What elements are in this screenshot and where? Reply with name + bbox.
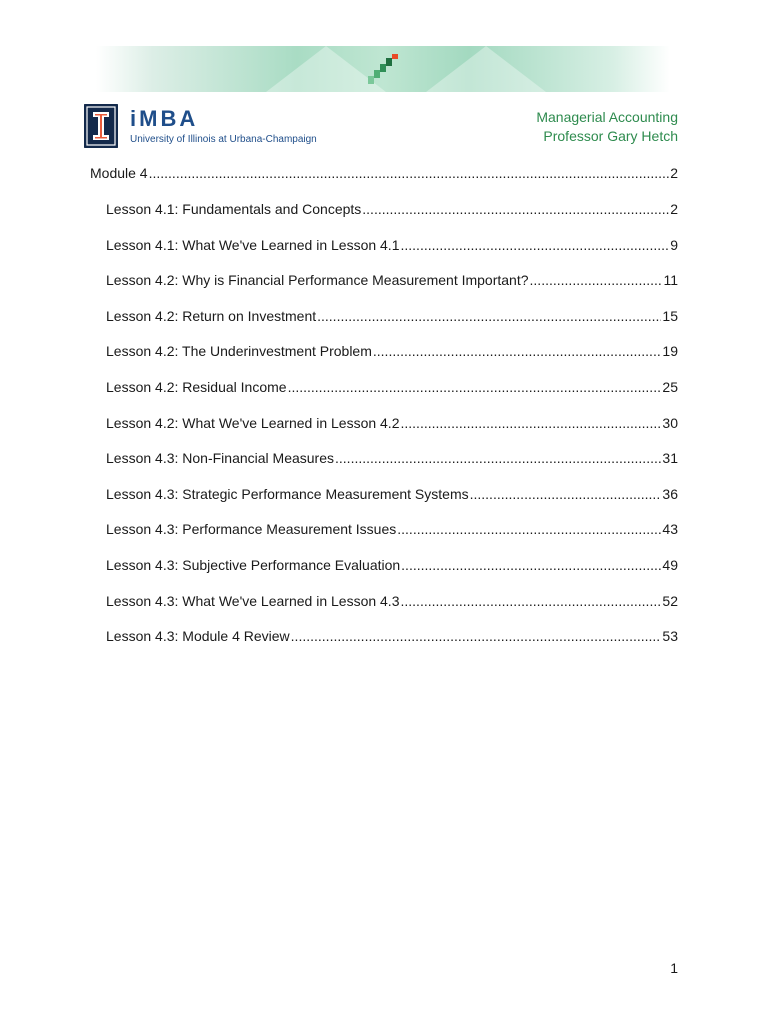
toc-entry-lesson[interactable] <box>106 448 678 468</box>
toc-leader-dots <box>401 591 662 611</box>
toc-leader-dots <box>373 341 662 361</box>
toc-entry-label: Lesson 4.3: What We've Learned in Lesson 4.3 <box>106 592 400 609</box>
toc-entry-label: Lesson 4.3: Performance Measurement Issues <box>106 521 397 538</box>
toc-leader-dots <box>335 448 661 468</box>
toc-entry-label: Lesson 4.3: Module 4 Review <box>106 628 290 645</box>
toc-entry-label: Lesson 4.2: Residual Income <box>106 378 287 395</box>
toc-leader-dots <box>530 270 663 290</box>
toc-entry-label: Lesson 4.2: Return on Investment <box>106 307 317 324</box>
toc-entry-lesson[interactable] <box>106 484 678 504</box>
toc-leader-dots <box>317 306 661 326</box>
toc-entry-label: Lesson 4.2: The Underinvestment Problem <box>106 343 372 360</box>
table-of-contents <box>90 163 678 662</box>
toc-entry-lesson[interactable] <box>106 235 678 255</box>
toc-entry-label: Lesson 4.3: Non-Financial Measures <box>106 450 335 467</box>
toc-entry-page: 36 <box>662 485 678 502</box>
toc-entry-label: Lesson 4.3: Strategic Performance Measurement Systems <box>106 485 469 502</box>
toc-entry-module[interactable] <box>90 163 678 183</box>
course-info <box>536 108 678 146</box>
toc-leader-dots <box>401 235 670 255</box>
toc-entry-lesson[interactable] <box>106 519 678 539</box>
course-name: Managerial Accounting <box>536 109 678 125</box>
toc-entry-label: Lesson 4.2: Why is Financial Performance Measurement Important? <box>106 272 529 289</box>
toc-entry-page: 2 <box>670 165 678 181</box>
toc-entry-page: 15 <box>662 307 678 324</box>
banner-facet <box>426 46 546 92</box>
toc-leader-dots <box>401 413 662 433</box>
toc-leader-dots <box>291 626 662 646</box>
toc-entry-label: Lesson 4.1: Fundamentals and Concepts <box>106 201 362 217</box>
toc-entry-lesson[interactable] <box>106 555 678 575</box>
header-banner <box>96 46 670 92</box>
imba-logo <box>84 104 344 150</box>
toc-leader-dots <box>401 555 661 575</box>
toc-entry-page: 11 <box>663 272 678 289</box>
toc-entry-page: 43 <box>662 521 678 538</box>
toc-entry-page: 49 <box>662 556 678 573</box>
page-number: 1 <box>670 960 678 976</box>
toc-entry-lesson[interactable] <box>106 626 678 646</box>
toc-entry-lesson[interactable] <box>106 413 678 433</box>
logo-title: iMBA <box>130 106 199 131</box>
toc-entry-lesson[interactable] <box>106 591 678 611</box>
toc-entry-page: 2 <box>670 201 678 217</box>
toc-entry-page: 30 <box>662 414 678 431</box>
toc-entry-lesson[interactable] <box>106 306 678 326</box>
toc-leader-dots <box>470 484 662 504</box>
toc-leader-dots <box>288 377 662 397</box>
toc-entry-label: Lesson 4.1: What We've Learned in Lesson 4.1 <box>106 236 400 253</box>
toc-leader-dots <box>397 519 661 539</box>
toc-entry-page: 25 <box>662 378 678 395</box>
toc-entry-page: 53 <box>662 628 678 645</box>
toc-leader-dots <box>362 199 669 219</box>
toc-leader-dots <box>149 163 670 183</box>
toc-entry-label: Module 4 <box>90 165 148 181</box>
professor-name: Professor Gary Hetch <box>543 128 678 144</box>
toc-entry-lesson[interactable] <box>106 199 678 219</box>
toc-entry-page: 31 <box>662 450 678 467</box>
toc-entry-lesson[interactable] <box>106 341 678 361</box>
toc-entry-page: 9 <box>670 236 678 253</box>
toc-entry-page: 19 <box>662 343 678 360</box>
toc-entry-lesson[interactable] <box>106 377 678 397</box>
toc-entry-page: 52 <box>662 592 678 609</box>
staircase-logo-icon <box>366 52 402 86</box>
toc-entry-label: Lesson 4.2: What We've Learned in Lesson 4.2 <box>106 414 400 431</box>
toc-entry-lesson[interactable] <box>106 270 678 290</box>
illinois-block-i-icon <box>84 104 118 148</box>
toc-entry-label: Lesson 4.3: Subjective Performance Evaluation <box>106 556 401 573</box>
logo-subtitle: University of Illinois at Urbana-Champaign <box>130 134 317 145</box>
